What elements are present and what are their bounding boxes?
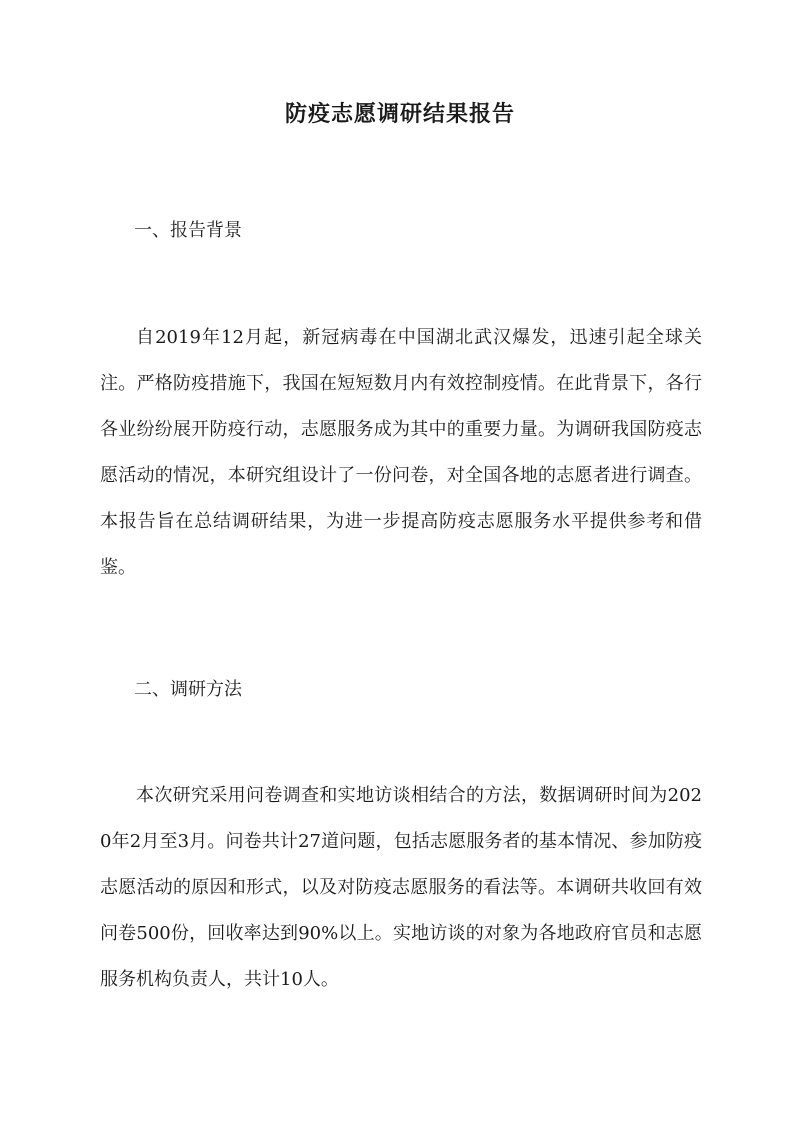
paragraph-background: 自2019年12月起，新冠病毒在中国湖北武汉爆发，迅速引起全球关注。严格防疫措施下，我国在短短数月内有效控制疫情。在此背景下，各行各业纷纷展开防疫行动，志愿服务成为其中的重要力量。为调研我国防疫志愿活动的情况，本研究组设计了一份问卷，对全国各地的志愿者进行调查。本报告旨在总结调研结果，为进一步提高防疫志愿服务水平提供参考和借鉴。 <box>100 327 702 578</box>
section-heading-method: 二、调研方法 <box>134 679 242 700</box>
paragraph-method: 本次研究采用问卷调查和实地访谈相结合的方法，数据调研时间为2020年2月至3月。问卷共计27道问题，包括志愿服务者的基本情况、参加防疫志愿活动的原因和形式，以及对防疫志愿服务的看法等。本调研共收回有效问卷500份，回收率达到90%以上。实地访谈的对象为各地政府官员和志愿服务机构负责人，共计10人。 <box>100 785 702 990</box>
document-title: 防疫志愿调研结果报告 <box>284 101 515 127</box>
section-heading-background: 一、报告背景 <box>134 220 242 241</box>
